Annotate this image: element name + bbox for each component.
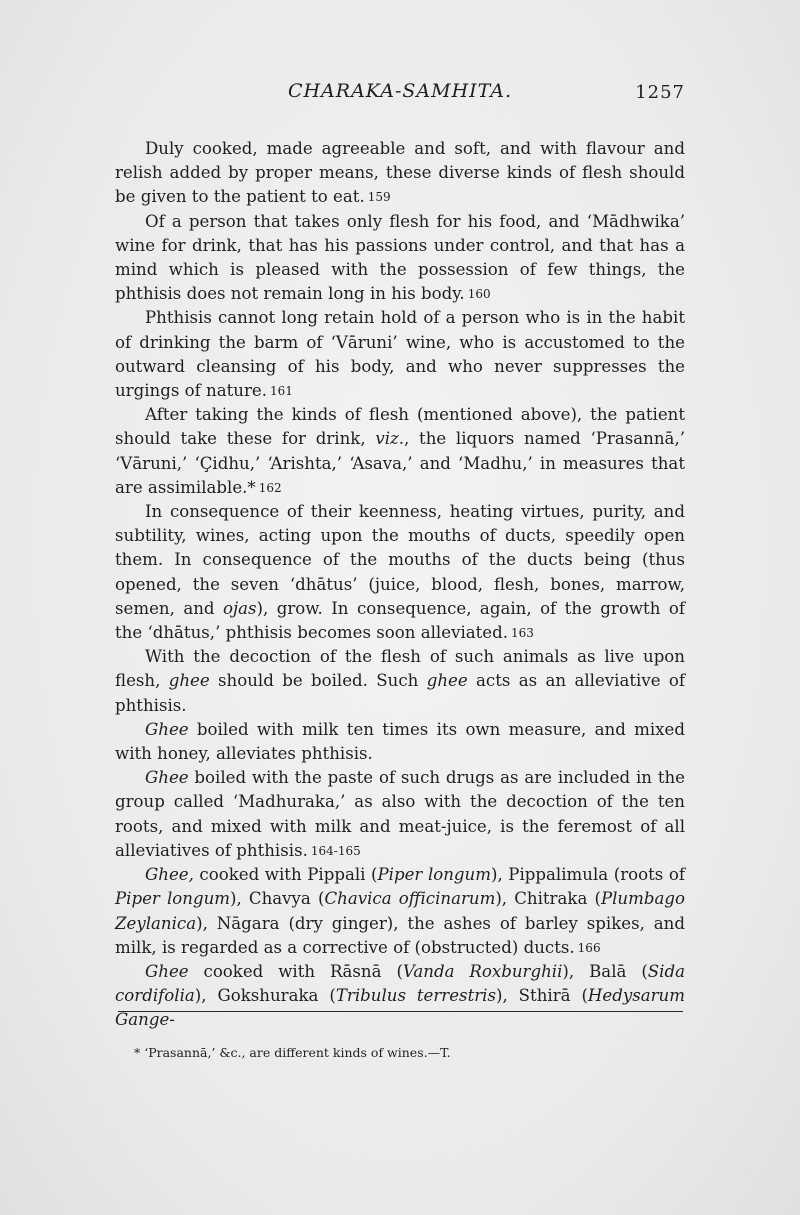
italic-text: ojas [222,598,257,618]
paragraph-text: With the decoction of the flesh of such animals as live upon flesh, [115,647,685,691]
verse-number: 164-165 [310,843,361,858]
italic-text: Plumbago Zeylanica [115,889,685,933]
verse-number: 163 [511,626,534,641]
paragraph-text: Phthisis cannot long retain hold of a person who is in the habit of drinking the barm of ‘Vāruni’ wine, who is accustomed to the outward cleansing of his body, and who never suppresses the urgings of nature. [115,308,685,401]
paragraph-text: ), Chitraka ( [495,889,601,909]
verse-number: 162 [258,480,282,495]
paragraph [115,210,685,307]
verse-number: 159 [367,190,391,205]
italic-text: Vanda Roxburghii [402,961,563,981]
paragraph [115,306,685,403]
italic-text: Piper longum [377,865,491,885]
paragraph-text: acts as an alleviative of phthisis. [115,671,686,715]
italic-text: Ghee [145,768,189,788]
italic-text: ghee [168,671,210,691]
paragraph-text: Duly cooked, made agreeable and soft, and with flavour and relish added by proper means, these diverse kinds of flesh should be given to the patient to eat. [115,139,685,207]
page-number: 1257 [635,82,685,103]
italic-text: Ghee, [145,865,194,885]
paragraph [115,960,685,1033]
verse-number: 161 [270,384,293,399]
paragraph [115,766,685,863]
paragraph-text: ), Balā ( [562,961,648,981]
italic-text: Ghee [145,719,189,739]
paragraph-text: ), Pippalimula (roots of [490,865,685,885]
italic-text: Chavica officinarum [324,889,496,909]
italic-text: Sida cordifolia [115,961,685,1006]
italic-text: Piper longum [115,889,231,909]
paragraph-text: cooked with Rāsnā ( [188,961,403,981]
italic-text: ghee [426,671,468,691]
paragraph [115,403,685,500]
paragraph [115,137,685,210]
verse-number: 166 [577,940,601,955]
italic-text: Hedysarum Gange- [115,986,685,1030]
paragraph-text: ), Sthirā ( [496,986,588,1006]
paragraph-text: ), Gokshuraka ( [194,986,336,1006]
paragraph-text: ), Nāgara (dry ginger), the ashes of barley spikes, and milk, is regarded as a corrective of (obstructed) ducts. [115,913,685,957]
paragraph-text: should be boiled. Such [209,671,427,691]
running-title: CHARAKA-SAMHITA. [287,80,513,102]
italic-text: Tribulus terrestris [335,986,496,1006]
paragraph-text: ), Chavya ( [230,889,325,909]
italic-text: Ghee [145,961,189,981]
paragraph [115,863,685,960]
footnote: * ‘Prasannā,’ &c., are different kinds of wines.—T. [134,1045,451,1060]
paragraph [115,645,685,718]
paragraph-text: Of a person that takes only flesh for his food, and ‘Mādhwika’ wine for drink, that has his passions under control, and that has a mind which is pleased with the possession of few things, the phthisis does not remain long in his body. [115,211,685,304]
paragraph-text: boiled with the paste of such drugs as are included in the group called ‘Madhuraka,’ as also with the decoction of the ten roots, and mixed with milk and meat-juice, is the feremost of all alleviatives of phthisis. [115,768,685,860]
paragraph [115,500,685,645]
paragraph-text: cooked with Pippali ( [193,865,378,885]
paragraph-text: , the liquors named ‘Prasannā,’ ‘Vāruni,’ ‘Çidhu,’ ‘Arishta,’ ‘Asava,’ and ‘Madhu,’ in measures that are assimilable.* [115,429,685,497]
verse-number: 160 [467,287,491,302]
page-header [115,80,685,110]
paragraph-text: After taking the kinds of flesh (mentioned above), the patient should take these for drink, [115,405,685,449]
paragraph-text: ), grow. In consequence, again, of the growth of the ‘dhātus,’ phthisis becomes soon alleviated. [115,598,685,643]
footnote-rule [118,1011,683,1012]
paragraph-text: In consequence of their keenness, heating virtues, purity, and subtility, wines, acting upon the mouths of ducts, speedily open them. In consequence of the mouths of the ducts being (thus opened, the seven ‘dhātus’ (juice, blood, flesh, bones, marrow, semen, and [115,502,685,618]
paragraph [115,718,685,766]
body-text [115,137,685,1033]
italic-text: viz. [375,429,405,449]
paragraph-text: boiled with milk ten times its own measure, and mixed with honey, alleviates phthisis. [115,719,685,764]
